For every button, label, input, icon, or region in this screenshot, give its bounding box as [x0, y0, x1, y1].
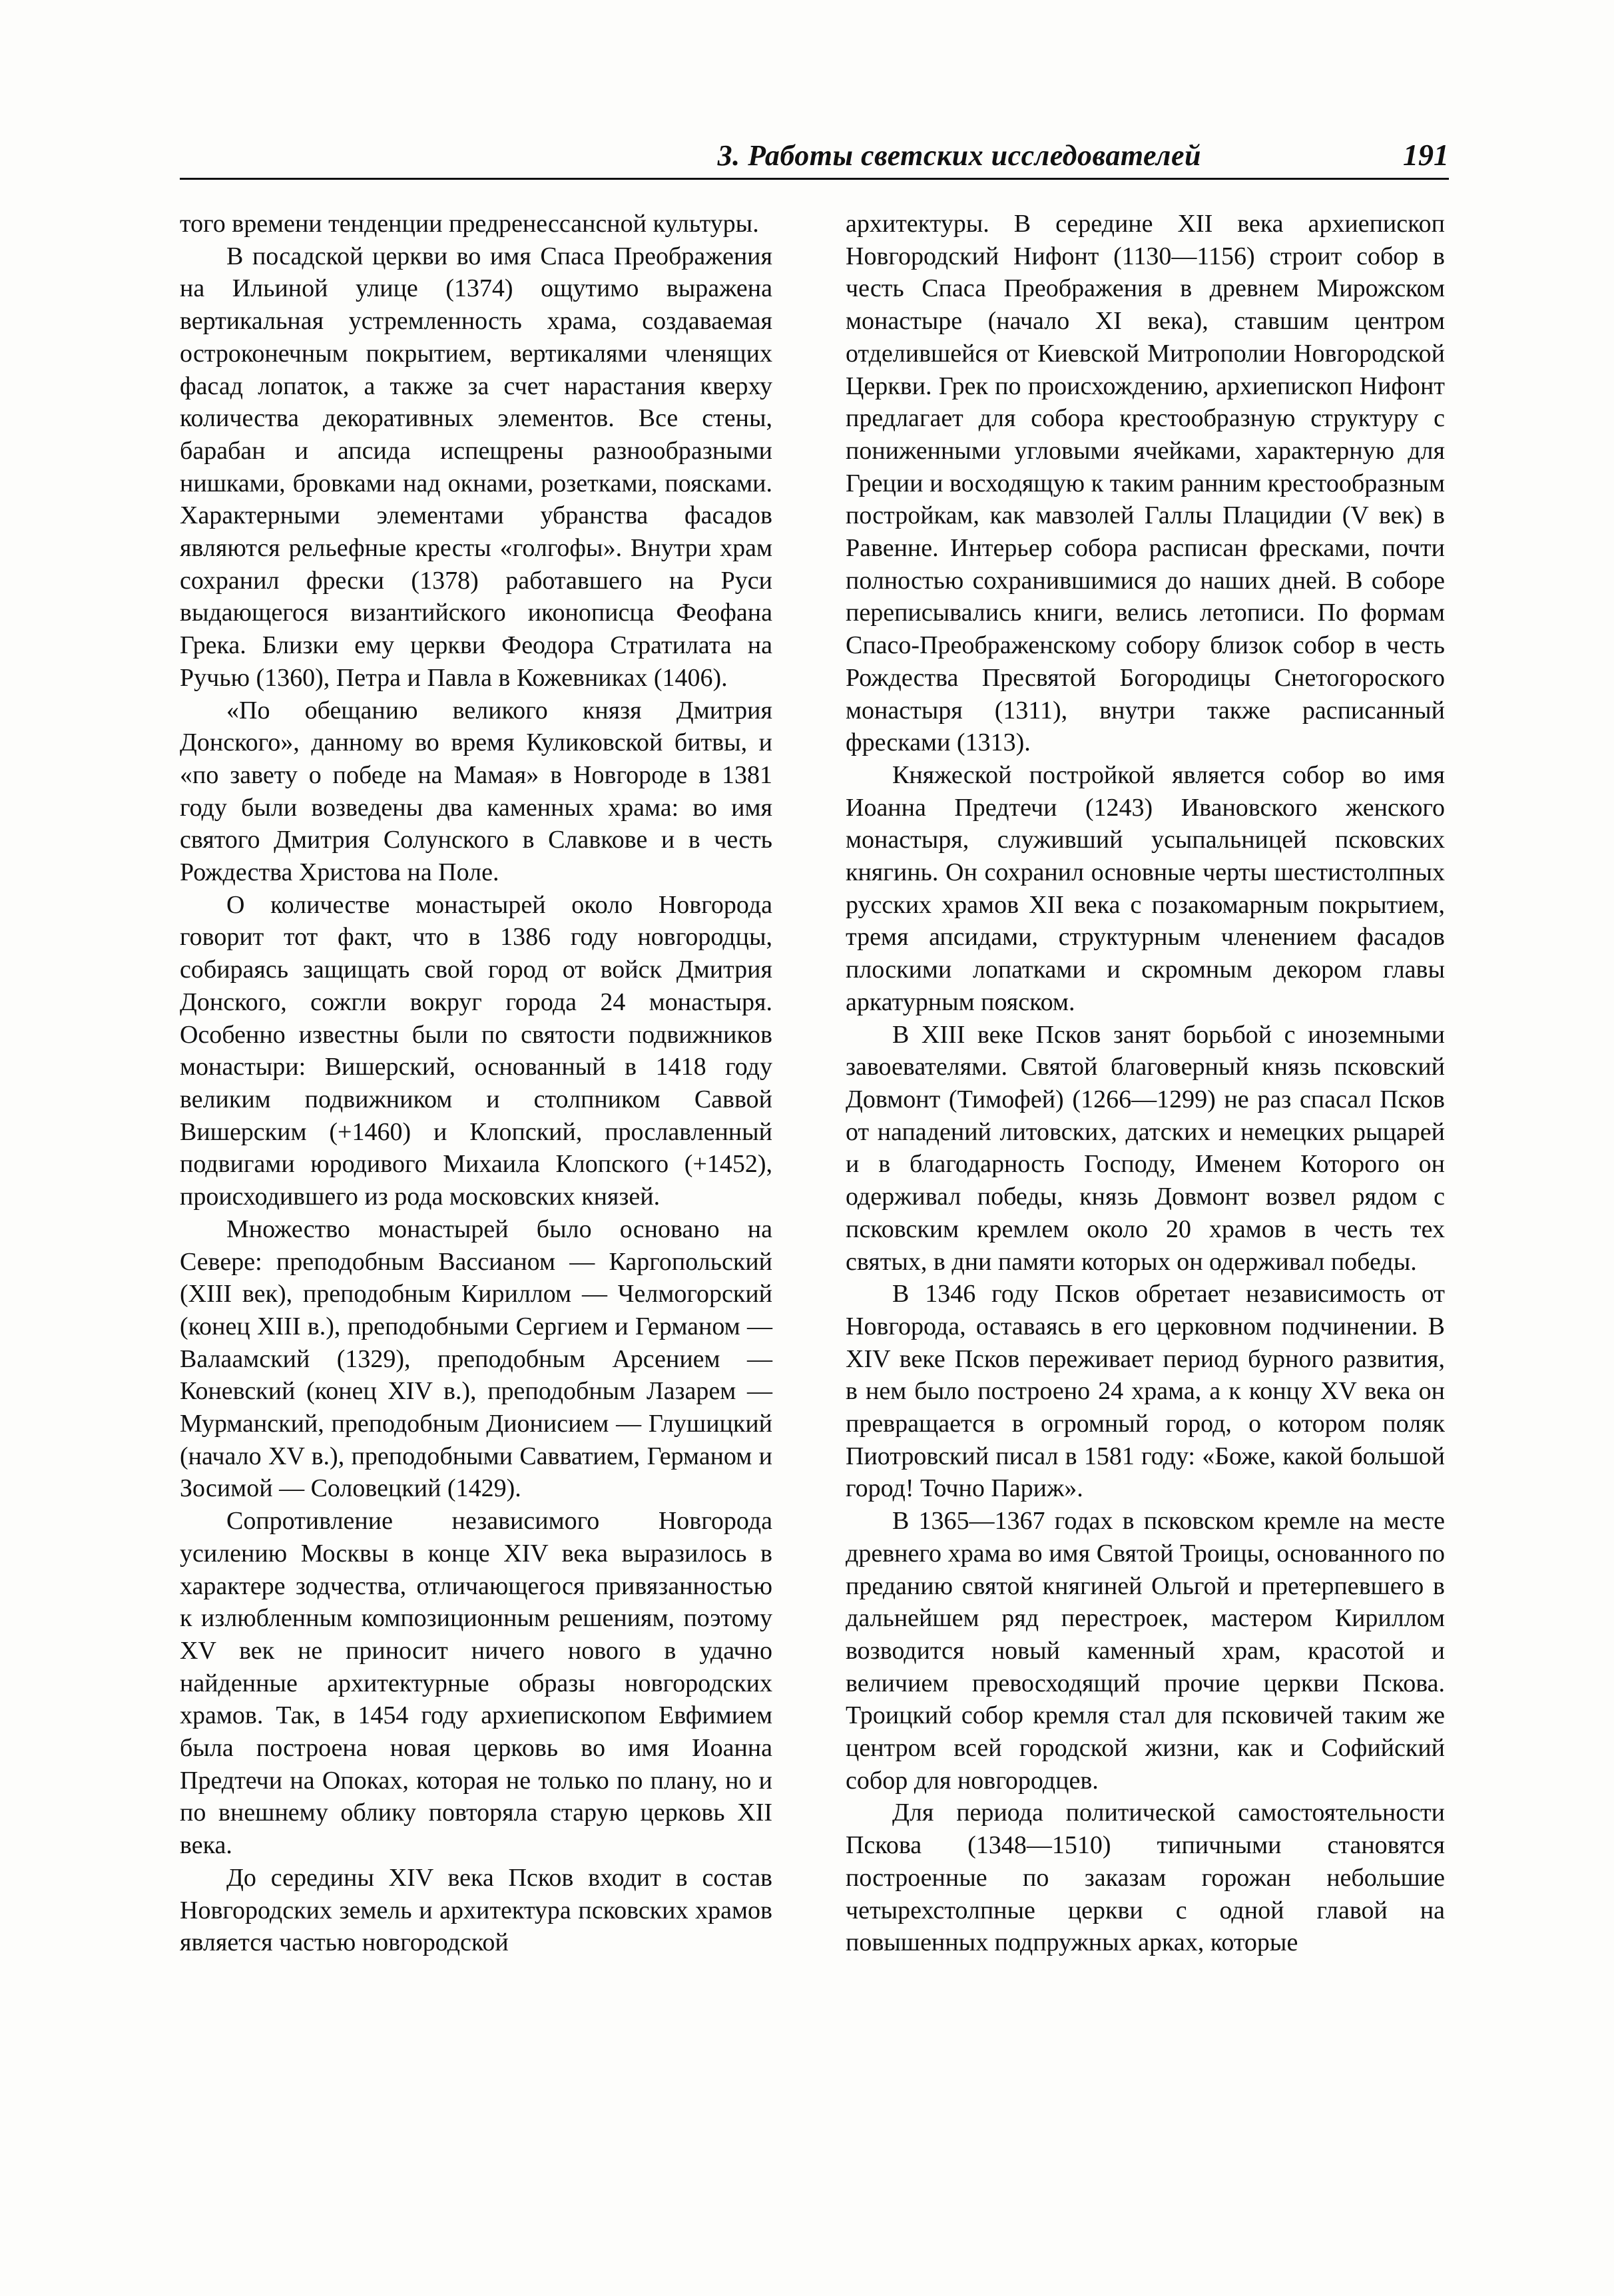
- running-header: [180, 130, 1449, 180]
- paragraph: архитектуры. В середине XII века архиепископ Новгородский Нифонт (1130—1156) строит собор в честь Спаса Преображения в древнем Мирожском монастыре (начало XI века), ставшим центром отделившейся от Киевской Митрополии Новгородской Церкви. Грек по происхождению, архиепископ Нифонт предлагает для собора крестообразную структуру с пониженными угловыми ячейками, характерную для Греции и восходящую к таким ранним крестообразным постройкам, как мавзолей Галлы Плацидии (V век) в Равенне. Интерьер собора расписан фресками, почти полностью сохранившимися до наших дней. В соборе переписывались книги, велись летописи. По формам Спасо-Преображенскому собору близок собор в честь Рождества Пресвятой Богородицы Снетогороского монастыря (1311), внутри также расписанный фресками (1313).: [846, 210, 1445, 757]
- paragraph: Множество монастырей было основано на Севере: преподобным Вассианом — Каргопольский (XIII век), преподобным Кириллом — Челмогорский (конец XIII в.), преподобными Сергием и Германом — Валаамский (1329), преподобным Арсением — Коневский (конец XIV в.), преподобным Лазарем — Мурманский, преподобным Дионисием — Глушицкий (начало XV в.), преподобными Савватием, Германом и Зосимой — Соловецкий (1429).: [180, 1215, 772, 1503]
- chapter-title: 3. Работы светских исследователей: [717, 139, 1201, 172]
- paragraph: «По обещанию великого князя Дмитрия Донского», данному во время Куликовской битвы, и «по завету о победе на Мамая» в Новгороде в 1381 году были возведены два каменных храма: во имя святого Дмитрия Солунского в Славкове и в честь Рождества Христова на Поле.: [180, 696, 772, 887]
- paragraph: В посадской церкви во имя Спаса Преображения на Ильиной улице (1374) ощутимо выражена вертикальная устремленность храма, создаваемая остроконечным покрытием, вертикалями членящих фасад лопаток, а также за счет нарастания кверху количества декоративных элементов. Все стены, барабан и апсида испещрены разнообразными нишками, бровками над окнами, розетками, поясками. Характерными элементами убранства фасадов являются рельефные кресты «голгофы». Внутри храм сохранил фрески (1378) работавшего на Руси выдающегося византийского иконописца Феофана Грека. Близки ему церкви Феодора Стратилата на Ручью (1360), Петра и Павла в Кожевниках (1406).: [180, 242, 772, 692]
- left-text-column: [180, 208, 772, 1959]
- paragraph: Сопротивление независимого Новгорода усилению Москвы в конце XIV века выразилось в характере зодчества, отличающегося привязанностью к излюбленным композиционным решениям, поэтому XV век не приносит ничего нового в удачно найденные архитектурные образы новгородских храмов. Так, в 1454 году архиепископом Евфимием была построена новая церковь во имя Иоанна Предтечи на Опоках, которая не только по плану, но и по внешнему облику повторяла старую церковь XII века.: [180, 1507, 772, 1860]
- paragraph: Для периода политической самостоятельности Пскова (1348—1510) типичными становятся построенные по заказам горожан небольшие четырехстолпные церкви с одной главой на повышенных подпружных арках, которые: [846, 1799, 1445, 1957]
- paragraph: В 1346 году Псков обретает независимость от Новгорода, оставаясь в его церковном подчинении. В XIV веке Псков переживает период бурного развития, в нем было построено 24 храма, а к концу XV века он превращается в огромный город, о котором поляк Пиотровский писал в 1581 году: «Боже, какой большой город! Точно Париж».: [846, 1280, 1445, 1503]
- paragraph: До середины XIV века Псков входит в состав Новгородских земель и архитектура псковских храмов является частью новгородской: [180, 1863, 772, 1957]
- right-text-column: [846, 208, 1445, 1959]
- paragraph: В 1365—1367 годах в псковском кремле на месте древнего храма во имя Святой Троицы, основанного по преданию святой княгиней Ольгой и претерпевшего в дальнейшем ряд перестроек, мастером Кириллом возводится новый каменный храм, красотой и величием превосходящий прочие церкви Пскова. Троицкий собор кремля стал для псковичей таким же центром всей городской жизни, как и Софийский собор для новгородцев.: [846, 1507, 1445, 1795]
- paragraph: В XIII веке Псков занят борьбой с иноземными завоевателями. Святой благоверный князь псковский Довмонт (Тимофей) (1266—1299) не раз спасал Псков от нападений литовских, датских и немецких рыцарей и в благодарность Господу, Именем Которого он одерживал победы, князь Довмонт возвел рядом с псковским кремлем около 20 храмов в честь тех святых, в дни памяти которых он одерживал победы.: [846, 1020, 1445, 1276]
- page-number: 191: [1403, 138, 1449, 172]
- paragraph: Княжеской постройкой является собор во имя Иоанна Предтечи (1243) Ивановского женского монастыря, служивший усыпальницей псковских княгинь. Он сохранил основные черты шестистолпных русских храмов XII века с позакомарным покрытием, тремя апсидами, структурным членением фасадов плоскими лопатками и скромным декором главы аркатурным пояском.: [846, 760, 1445, 1016]
- paragraph: того времени тенденции предренессансной культуры.: [180, 210, 759, 238]
- paragraph: О количестве монастырей около Новгорода говорит тот факт, что в 1386 году новгородцы, собираясь защищать свой город от войск Дмитрия Донского, сожгли вокруг города 24 монастыря. Особенно известны были по святости подвижников монастыри: Вишерский, основанный в 1418 году великим подвижником и столпником Саввой Вишерским (+1460) и Клопский, прославленный подвигами юродивого Михаила Клопского (+1452), происходившего из рода московских князей.: [180, 890, 772, 1211]
